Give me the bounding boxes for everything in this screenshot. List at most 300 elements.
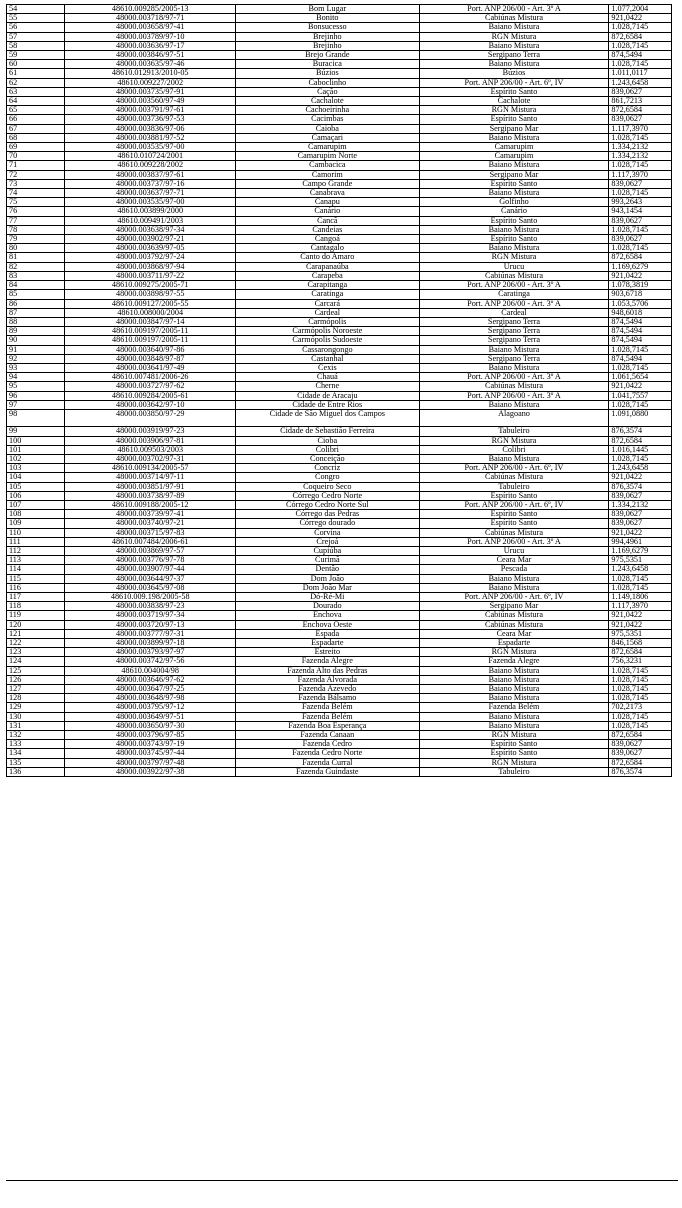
process-number: 48000.003736/97-53	[65, 115, 236, 124]
process-number: 48000.003646/97-62	[65, 675, 236, 684]
price-value: 1.078,3819	[609, 281, 672, 290]
process-number: 48000.003902/97-21	[65, 235, 236, 244]
table-row	[7, 546, 672, 555]
field-name: Enchova Oeste	[236, 620, 419, 629]
process-number: 48000.003647/97-25	[65, 685, 236, 694]
row-number: 86	[7, 299, 65, 308]
price-value: 1.243,6458	[609, 78, 672, 87]
field-name: Cidade de Aracaju	[236, 391, 419, 400]
row-number: 85	[7, 290, 65, 299]
process-number: 48610.009275/2005-71	[65, 281, 236, 290]
table-row	[7, 758, 672, 767]
reference-oil: Sergipano Mar	[419, 170, 609, 179]
field-name: Bonito	[236, 14, 419, 23]
field-name: Crejoá	[236, 537, 419, 546]
reference-oil: Cabiúnas Mistura	[419, 620, 609, 629]
row-number: 69	[7, 143, 65, 152]
table-row	[7, 253, 672, 262]
field-name: Cupiúba	[236, 546, 419, 555]
field-name: Candeias	[236, 225, 419, 234]
field-name: Fazenda Belém	[236, 703, 419, 712]
price-value: 1.028,7145	[609, 583, 672, 592]
price-value: 839,0627	[609, 87, 672, 96]
field-name: Dourado	[236, 602, 419, 611]
price-value: 921,0422	[609, 528, 672, 537]
field-name: Curimã	[236, 556, 419, 565]
table-row	[7, 5, 672, 14]
field-name: Cantagalo	[236, 244, 419, 253]
process-number: 48000.003793/97-97	[65, 648, 236, 657]
price-value: 839,0627	[609, 491, 672, 500]
reference-oil: Baiano Mistura	[419, 666, 609, 675]
field-name: Brejinho	[236, 41, 419, 50]
field-name: Chauá	[236, 373, 419, 382]
field-name: Fazenda Alegre	[236, 657, 419, 666]
table-row	[7, 124, 672, 133]
reference-oil: Baiano Mistura	[419, 161, 609, 170]
field-name: Fazenda Belém	[236, 712, 419, 721]
process-number: 48000.003637/97-71	[65, 189, 236, 198]
field-name: Brejinho	[236, 32, 419, 41]
price-value: 846,1568	[609, 639, 672, 648]
price-value: 1.053,5706	[609, 299, 672, 308]
row-number: 127	[7, 685, 65, 694]
price-value: 874,5494	[609, 327, 672, 336]
field-name: Carmópolis Noroeste	[236, 327, 419, 336]
reference-oil: Ceara Mar	[419, 629, 609, 638]
process-number: 48000.003715/97-83	[65, 528, 236, 537]
row-number: 58	[7, 41, 65, 50]
reference-oil: Baiano Mistura	[419, 694, 609, 703]
row-number: 113	[7, 556, 65, 565]
price-value: 872,6584	[609, 106, 672, 115]
process-number: 48610.007481/2006-26	[65, 373, 236, 382]
table-row	[7, 179, 672, 188]
table-row	[7, 565, 672, 574]
table-row	[7, 152, 672, 161]
reference-oil: Baiano Mistura	[419, 400, 609, 409]
row-number: 81	[7, 253, 65, 262]
process-number: 48610.004004/98	[65, 666, 236, 675]
price-value: 1.028,7145	[609, 685, 672, 694]
reference-oil: RGN Mistura	[419, 253, 609, 262]
reference-oil: Port. ANP 206/00 - Art. 3º A	[419, 373, 609, 382]
table-row	[7, 290, 672, 299]
price-value: 994,4961	[609, 537, 672, 546]
field-name: Camarupim	[236, 143, 419, 152]
reference-oil: Baiano Mistura	[419, 685, 609, 694]
reference-oil: Baiano Mistura	[419, 454, 609, 463]
table-row	[7, 740, 672, 749]
table-row	[7, 482, 672, 491]
row-number: 79	[7, 235, 65, 244]
price-value: 1.334,2132	[609, 500, 672, 509]
table-row	[7, 336, 672, 345]
reference-oil: Tabuleiro	[419, 482, 609, 491]
price-value: 756,3231	[609, 657, 672, 666]
table-row	[7, 436, 672, 445]
reference-oil: Baiano Mistura	[419, 712, 609, 721]
field-name: Caioba	[236, 124, 419, 133]
field-name: Cachalote	[236, 97, 419, 106]
process-number: 48000.003881/97-52	[65, 133, 236, 142]
reference-oil: Fazenda Alegre	[419, 657, 609, 666]
price-value: 839,0627	[609, 519, 672, 528]
process-number: 48000.003836/97-06	[65, 124, 236, 133]
price-value: 921,0422	[609, 611, 672, 620]
process-number: 48000.003702/97-31	[65, 454, 236, 463]
price-value: 872,6584	[609, 253, 672, 262]
table-row	[7, 41, 672, 50]
price-value: 839,0627	[609, 216, 672, 225]
table-row	[7, 69, 672, 78]
table-row	[7, 473, 672, 482]
price-value: 1.077,2004	[609, 5, 672, 14]
table-row	[7, 639, 672, 648]
row-number: 89	[7, 327, 65, 336]
field-name: Brejo Grande	[236, 51, 419, 60]
row-number: 117	[7, 592, 65, 601]
process-number: 48000.003792/97-24	[65, 253, 236, 262]
process-number: 48000.003645/97-08	[65, 583, 236, 592]
row-number: 134	[7, 749, 65, 758]
reference-oil: Urucu	[419, 546, 609, 555]
table-row	[7, 712, 672, 721]
price-value: 1.028,7145	[609, 454, 672, 463]
row-number: 104	[7, 473, 65, 482]
row-number: 108	[7, 510, 65, 519]
field-name: Cardeal	[236, 308, 419, 317]
field-name: Canto do Amaro	[236, 253, 419, 262]
field-name: Cidade de Sebastião Ferreira	[236, 427, 419, 436]
process-number: 48000.003635/97-46	[65, 60, 236, 69]
field-name: Estreito	[236, 648, 419, 657]
field-name: Fazenda Cedro	[236, 740, 419, 749]
table-row	[7, 23, 672, 32]
row-number: 131	[7, 721, 65, 730]
process-number: 48000.003644/97-37	[65, 574, 236, 583]
price-value: 1.028,7145	[609, 666, 672, 675]
price-value: 876,3574	[609, 482, 672, 491]
price-value: 876,3574	[609, 767, 672, 776]
field-name: Congro	[236, 473, 419, 482]
reference-oil: Cabiúnas Mistura	[419, 528, 609, 537]
row-number: 70	[7, 152, 65, 161]
price-value: 943,1454	[609, 207, 672, 216]
reference-oil: Camarupim	[419, 152, 609, 161]
reference-oil: Golfinho	[419, 198, 609, 207]
row-number: 132	[7, 731, 65, 740]
price-value: 1.117,3970	[609, 124, 672, 133]
row-number: 75	[7, 198, 65, 207]
price-value: 861,7213	[609, 97, 672, 106]
row-number: 80	[7, 244, 65, 253]
reference-oil: Port. ANP 206/00 - Art. 3º A	[419, 537, 609, 546]
table-row	[7, 198, 672, 207]
price-value: 975,5351	[609, 629, 672, 638]
process-number: 48000.003776/97-78	[65, 556, 236, 565]
process-number: 48000.003727/97-62	[65, 382, 236, 391]
price-value: 903,6718	[609, 290, 672, 299]
process-number: 48000.003738/97-89	[65, 491, 236, 500]
reference-oil: Alagoano	[419, 409, 609, 426]
reference-oil: Espírito Santo	[419, 115, 609, 124]
reference-oil: Tabuleiro	[419, 767, 609, 776]
process-number: 48000.003719/97-34	[65, 611, 236, 620]
row-number: 90	[7, 336, 65, 345]
reference-oil: Port. ANP 206/00 - Art. 3º A	[419, 281, 609, 290]
row-number: 87	[7, 308, 65, 317]
field-price-table	[6, 4, 672, 777]
row-number: 66	[7, 115, 65, 124]
field-name: Fazenda Alvorada	[236, 675, 419, 684]
process-number: 48610.003899/2000	[65, 207, 236, 216]
reference-oil: Cabiúnas Mistura	[419, 14, 609, 23]
price-value: 1.028,7145	[609, 721, 672, 730]
table-row	[7, 749, 672, 758]
price-value: 872,6584	[609, 731, 672, 740]
price-value: 993,2643	[609, 198, 672, 207]
row-number: 121	[7, 629, 65, 638]
table-row	[7, 464, 672, 473]
table-row	[7, 373, 672, 382]
table-row	[7, 106, 672, 115]
table-row	[7, 611, 672, 620]
reference-oil: Port. ANP 206/00 - Art. 6º, IV	[419, 592, 609, 601]
reference-oil: Baiano Mistura	[419, 60, 609, 69]
table-row	[7, 60, 672, 69]
field-name: Concriz	[236, 464, 419, 473]
process-number: 48000.003906/97-81	[65, 436, 236, 445]
table-row	[7, 685, 672, 694]
row-number: 64	[7, 97, 65, 106]
field-name: Cioba	[236, 436, 419, 445]
reference-oil: Baiano Mistura	[419, 41, 609, 50]
price-value: 921,0422	[609, 382, 672, 391]
process-number: 48000.003720/97-13	[65, 620, 236, 629]
row-number: 61	[7, 69, 65, 78]
process-number: 48610.008000/2004	[65, 308, 236, 317]
reference-oil: Espírito Santo	[419, 87, 609, 96]
reference-oil: Urucu	[419, 262, 609, 271]
process-number: 48000.003742/97-56	[65, 657, 236, 666]
table-body	[7, 5, 672, 777]
reference-oil: Espírito Santo	[419, 519, 609, 528]
table-row	[7, 703, 672, 712]
reference-oil: Espírito Santo	[419, 179, 609, 188]
field-name: Bonsucesso	[236, 23, 419, 32]
price-value: 1.011,0117	[609, 69, 672, 78]
process-number: 48610.009503/2003	[65, 445, 236, 454]
reference-oil: Port. ANP 206/00 - Art. 6º, IV	[419, 464, 609, 473]
process-number: 48000.003650/97-30	[65, 721, 236, 730]
row-number: 133	[7, 740, 65, 749]
field-name: Buracica	[236, 60, 419, 69]
table-row	[7, 87, 672, 96]
process-number: 48000.003649/97-51	[65, 712, 236, 721]
reference-oil: Camarupim	[419, 143, 609, 152]
price-value: 1.028,7145	[609, 345, 672, 354]
table-row	[7, 317, 672, 326]
row-number: 115	[7, 574, 65, 583]
row-number: 93	[7, 363, 65, 372]
process-number: 48610.009197/2005-11	[65, 327, 236, 336]
process-number: 48610.009127/2005-55	[65, 299, 236, 308]
row-number: 112	[7, 546, 65, 555]
price-value: 921,0422	[609, 14, 672, 23]
field-name: Cachoeirinha	[236, 106, 419, 115]
field-name: Coqueiro Seco	[236, 482, 419, 491]
price-value: 1.061,5654	[609, 373, 672, 382]
row-number: 97	[7, 400, 65, 409]
page-bottom-rule	[6, 1180, 678, 1181]
field-name: Canapu	[236, 198, 419, 207]
price-value: 1.041,7557	[609, 391, 672, 400]
row-number: 101	[7, 445, 65, 454]
field-name: Espada	[236, 629, 419, 638]
table-row	[7, 445, 672, 454]
price-value: 874,5494	[609, 336, 672, 345]
process-number: 48000.003922/97-38	[65, 767, 236, 776]
price-value: 1.028,7145	[609, 189, 672, 198]
row-number: 95	[7, 382, 65, 391]
field-name: Camaçari	[236, 133, 419, 142]
field-name: Cação	[236, 87, 419, 96]
table-row	[7, 207, 672, 216]
row-number: 116	[7, 583, 65, 592]
price-value: 839,0627	[609, 740, 672, 749]
process-number: 48000.003735/97-91	[65, 87, 236, 96]
process-number: 48610.007484/2006-61	[65, 537, 236, 546]
field-name: Cangoá	[236, 235, 419, 244]
process-number: 48000.003850/97-29	[65, 409, 236, 426]
table-row	[7, 143, 672, 152]
table-row	[7, 491, 672, 500]
row-number: 109	[7, 519, 65, 528]
process-number: 48000.003777/97-31	[65, 629, 236, 638]
process-number: 48000.003640/97-86	[65, 345, 236, 354]
table-row	[7, 354, 672, 363]
row-number: 120	[7, 620, 65, 629]
process-number: 48000.003636/97-17	[65, 41, 236, 50]
process-number: 48000.003740/97-21	[65, 519, 236, 528]
row-number: 73	[7, 179, 65, 188]
price-value: 1.028,7145	[609, 23, 672, 32]
reference-oil: Cabiúnas Mistura	[419, 611, 609, 620]
price-value: 876,3574	[609, 427, 672, 436]
reference-oil: Espírito Santo	[419, 740, 609, 749]
process-number: 48000.003848/97-87	[65, 354, 236, 363]
process-number: 48610.009188/2005-12	[65, 500, 236, 509]
price-value: 1.028,7145	[609, 244, 672, 253]
reference-oil: Cabiúnas Mistura	[419, 271, 609, 280]
reference-oil: Cardeal	[419, 308, 609, 317]
reference-oil: Búzios	[419, 69, 609, 78]
row-number: 136	[7, 767, 65, 776]
reference-oil: Baiano Mistura	[419, 583, 609, 592]
field-name: Carapanaúba	[236, 262, 419, 271]
table-row	[7, 721, 672, 730]
row-number: 99	[7, 427, 65, 436]
field-name: Cidade de São Miguel dos Campos	[236, 409, 419, 426]
price-value: 1.169,6279	[609, 262, 672, 271]
row-number: 128	[7, 694, 65, 703]
row-number: 110	[7, 528, 65, 537]
price-value: 921,0422	[609, 271, 672, 280]
reference-oil: Caratinga	[419, 290, 609, 299]
reference-oil: Port. ANP 206/00 - Art. 3º A	[419, 5, 609, 14]
process-number: 48000.003658/97-41	[65, 23, 236, 32]
reference-oil: Baiano Mistura	[419, 363, 609, 372]
reference-oil: Cabiúnas Mistura	[419, 382, 609, 391]
table-row	[7, 620, 672, 629]
price-value: 1.028,7145	[609, 225, 672, 234]
table-row	[7, 556, 672, 565]
field-name: Carmópolis	[236, 317, 419, 326]
process-number: 48000.003739/97-41	[65, 510, 236, 519]
field-name: Dom João Mar	[236, 583, 419, 592]
process-number: 48000.003869/97-57	[65, 546, 236, 555]
reference-oil: Sergipano Terra	[419, 327, 609, 336]
row-number: 74	[7, 189, 65, 198]
price-value: 1.028,7145	[609, 712, 672, 721]
price-table-page	[6, 4, 672, 777]
table-row	[7, 308, 672, 317]
row-number: 107	[7, 500, 65, 509]
row-number: 103	[7, 464, 65, 473]
process-number: 48610.012913/2010-05	[65, 69, 236, 78]
reference-oil: Sergipano Mar	[419, 124, 609, 133]
row-number: 124	[7, 657, 65, 666]
field-name: Cherne	[236, 382, 419, 391]
process-number: 48000.003796/97-85	[65, 731, 236, 740]
field-name: Córrego dourado	[236, 519, 419, 528]
process-number: 48000.003838/97-23	[65, 602, 236, 611]
price-value: 921,0422	[609, 620, 672, 629]
row-number: 59	[7, 51, 65, 60]
table-row	[7, 629, 672, 638]
table-row	[7, 345, 672, 354]
process-number: 48610.010724/2001	[65, 152, 236, 161]
table-row	[7, 427, 672, 436]
reference-oil: Espírito Santo	[419, 510, 609, 519]
reference-oil: Baiano Mistura	[419, 23, 609, 32]
row-number: 135	[7, 758, 65, 767]
process-number: 48000.003641/97-49	[65, 363, 236, 372]
process-number: 48000.003907/97-44	[65, 565, 236, 574]
process-number: 48000.003737/97-16	[65, 179, 236, 188]
price-value: 872,6584	[609, 436, 672, 445]
reference-oil: Port. ANP 206/00 - Art. 6º, IV	[419, 500, 609, 509]
price-value: 1.117,3970	[609, 170, 672, 179]
row-number: 55	[7, 14, 65, 23]
table-row	[7, 281, 672, 290]
table-row	[7, 225, 672, 234]
price-value: 1.028,7145	[609, 133, 672, 142]
table-row	[7, 78, 672, 87]
table-row	[7, 97, 672, 106]
row-number: 92	[7, 354, 65, 363]
process-number: 48000.003718/97-71	[65, 14, 236, 23]
row-number: 72	[7, 170, 65, 179]
field-name: Fazenda Cedro Norte	[236, 749, 419, 758]
price-value: 1.028,7145	[609, 574, 672, 583]
field-name: Cancã	[236, 216, 419, 225]
table-row	[7, 519, 672, 528]
row-number: 106	[7, 491, 65, 500]
field-name: Caratinga	[236, 290, 419, 299]
row-number: 56	[7, 23, 65, 32]
